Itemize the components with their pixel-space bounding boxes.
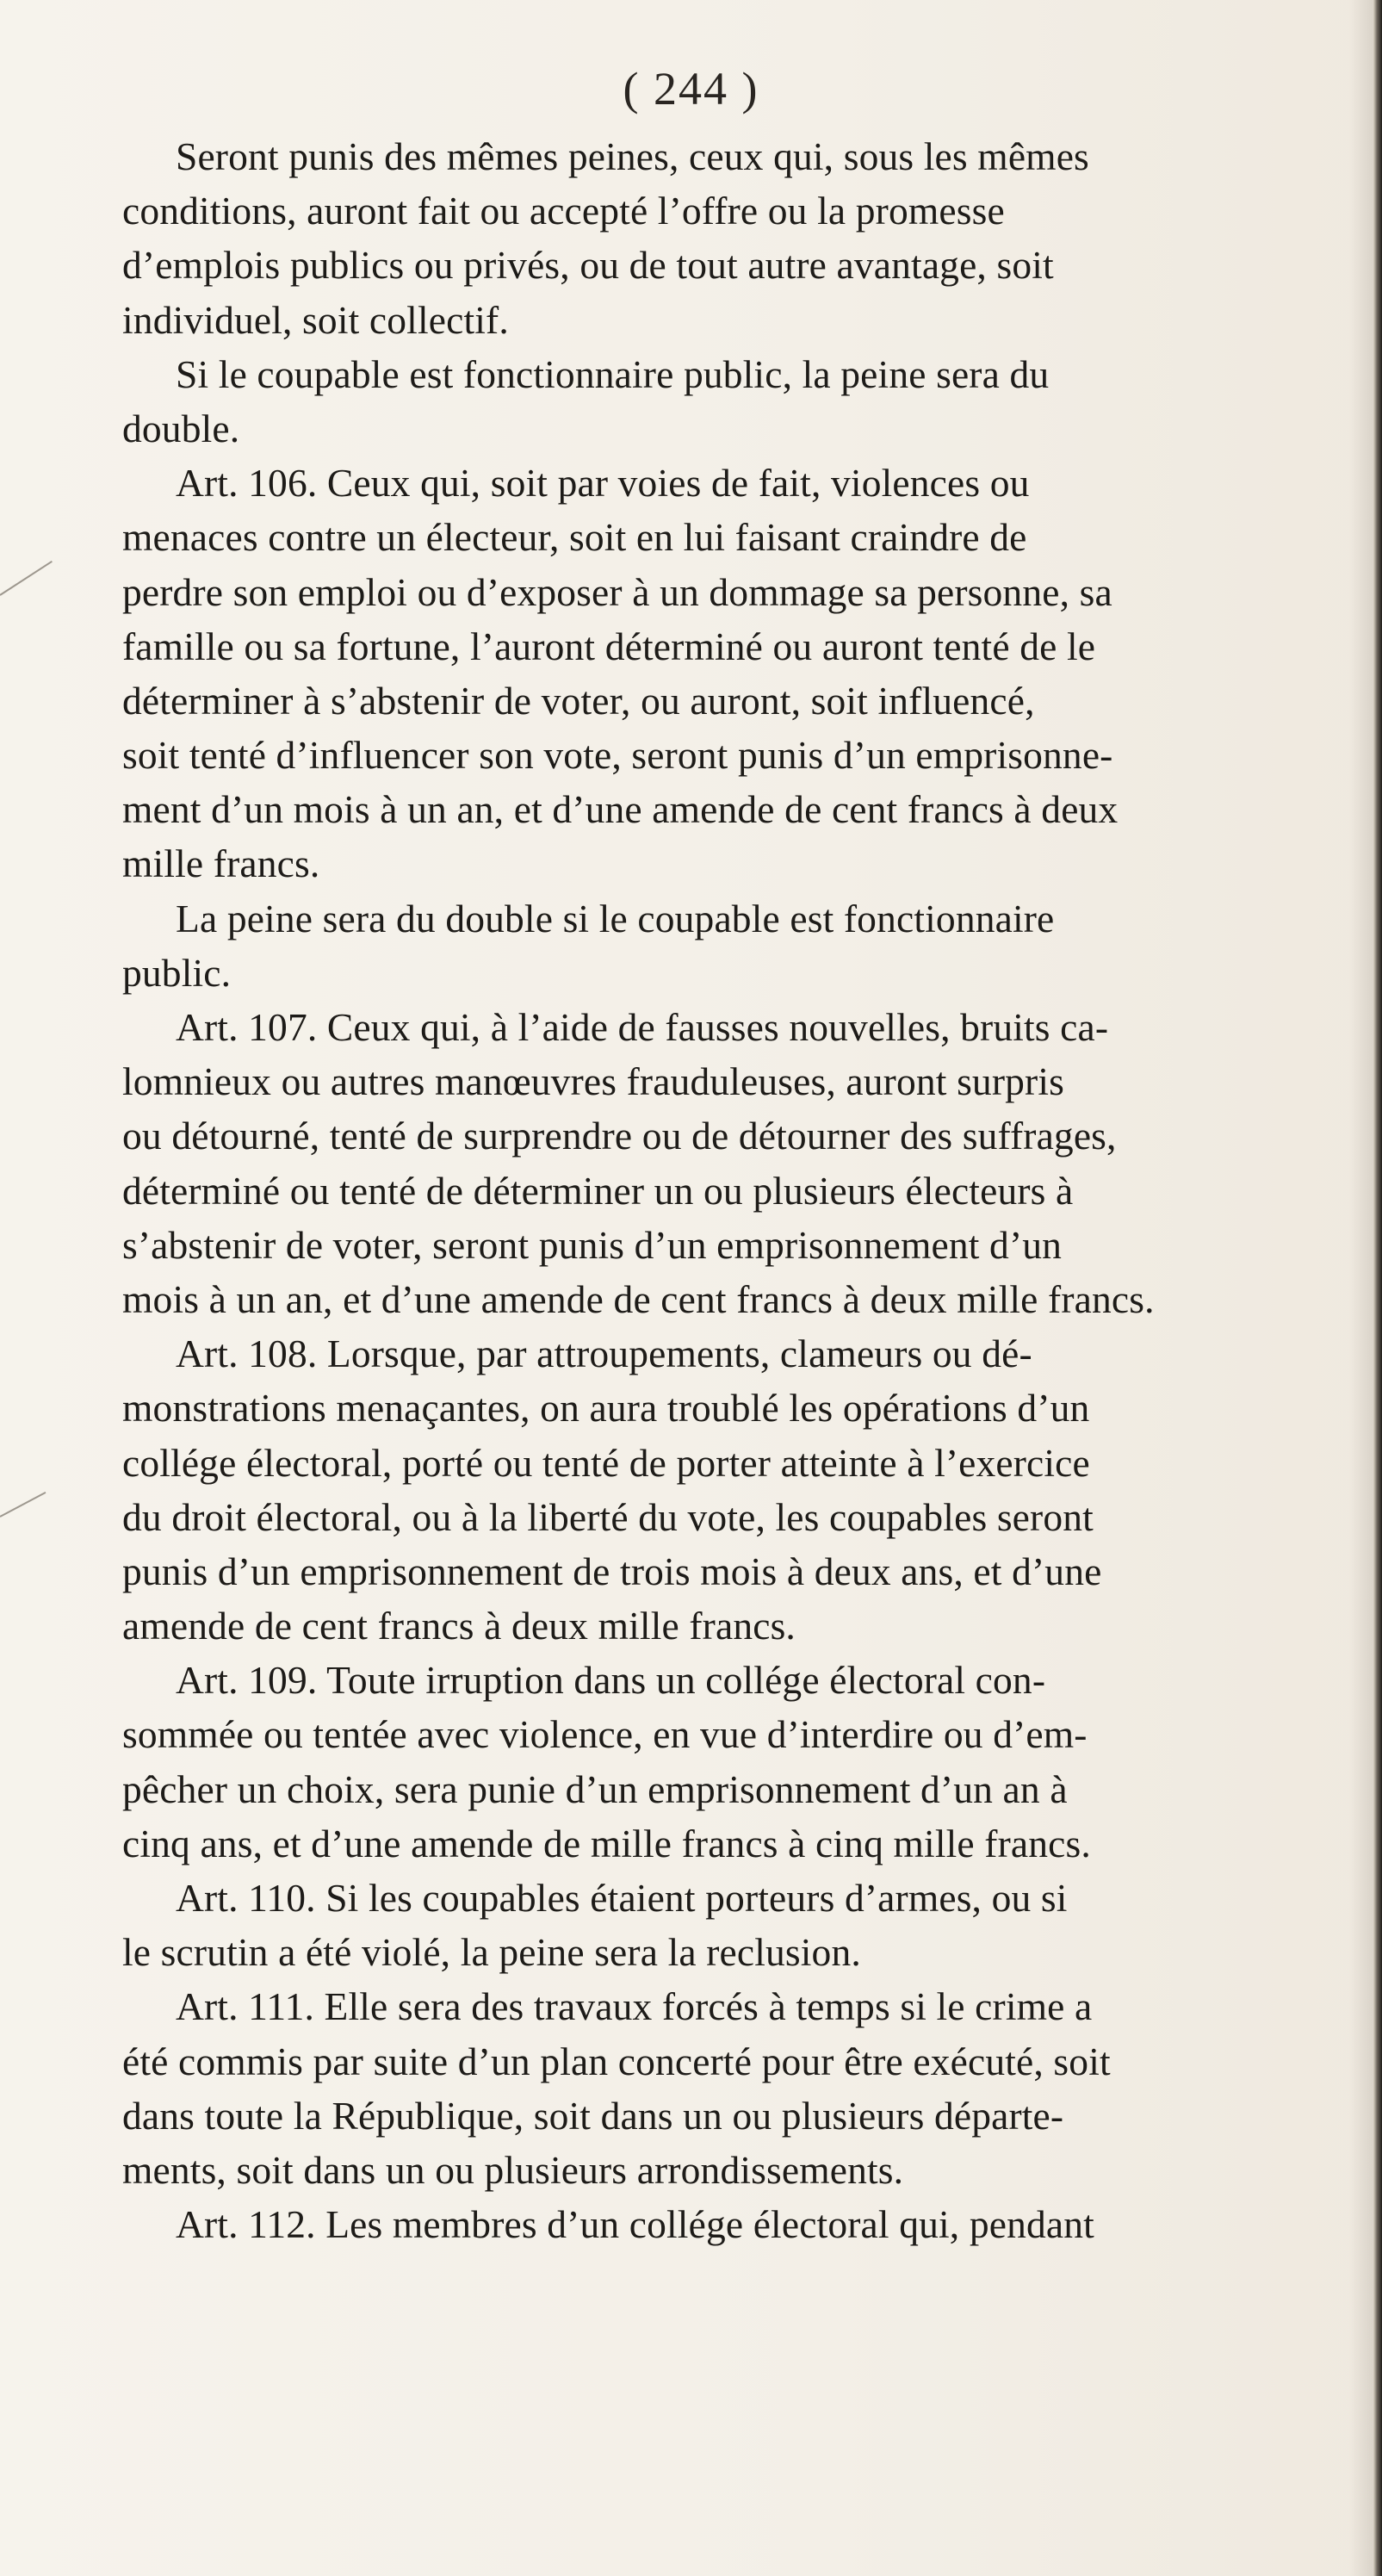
- text-line-content: individuel, soit collectif.: [122, 297, 509, 342]
- text-line: [122, 2197, 1382, 2251]
- text-line: [122, 1381, 1382, 1435]
- text-line-content: Art. 112. Les membres d’un collége électoral qui, pendant: [176, 2202, 1094, 2247]
- text-line: [122, 1816, 1382, 1871]
- text-line-content: mille francs.: [122, 841, 320, 886]
- text-line-content: famille ou sa fortune, l’auront déterminé ou auront tenté de le: [122, 624, 1096, 668]
- text-line: [122, 1707, 1382, 1761]
- text-line-content: Art. 109. Toute irruption dans un collége électoral con-: [176, 1658, 1046, 1703]
- text-line: [122, 347, 1382, 401]
- text-line: [122, 1490, 1382, 1544]
- text-line-content: lomnieux ou autres manœuvres frauduleuses, auront surpris: [122, 1059, 1064, 1104]
- page-number-header: ( 244 ): [623, 63, 759, 115]
- text-line: [122, 891, 1382, 946]
- text-line-content: mois à un an, et d’une amende de cent francs à deux mille francs.: [122, 1276, 1155, 1321]
- text-line-content: été commis par suite d’un plan concerté pour être exécuté, soit: [122, 2039, 1111, 2083]
- text-line: [122, 2089, 1382, 2143]
- text-line-content: soit tenté d’influencer son vote, seront punis d’un emprisonne-: [122, 733, 1113, 778]
- text-line: [122, 1108, 1382, 1163]
- text-line: [122, 673, 1382, 728]
- text-line-content: double.: [122, 406, 240, 450]
- margin-pencil-mark: [0, 561, 53, 596]
- text-line-content: ments, soit dans un ou plusieurs arrondissements.: [122, 2147, 904, 2192]
- text-line: [122, 1326, 1382, 1381]
- text-line: [122, 619, 1382, 673]
- text-line: [122, 1653, 1382, 1707]
- text-line-content: pêcher un choix, sera punie d’un emprisonnement d’un an à: [122, 1766, 1068, 1811]
- text-line-content: Art. 108. Lorsque, par attroupements, clameurs ou dé-: [176, 1331, 1032, 1376]
- text-line-content: Seront punis des mêmes peines, ceux qui, sous les mêmes: [176, 134, 1089, 178]
- text-line-content: sommée ou tentée avec violence, en vue d’interdire ou d’em-: [122, 1712, 1088, 1757]
- text-line: [122, 1871, 1382, 1925]
- text-line: [122, 1762, 1382, 1816]
- text-line-content: amende de cent francs à deux mille francs.: [122, 1604, 796, 1648]
- text-line: [122, 2143, 1382, 2197]
- text-line-content: public.: [122, 950, 232, 995]
- text-line: [122, 293, 1382, 347]
- text-line: [122, 238, 1382, 292]
- text-line: [122, 1218, 1382, 1272]
- text-line: [122, 183, 1382, 238]
- text-line: [122, 456, 1382, 510]
- text-line: [122, 1272, 1382, 1326]
- text-line-content: déterminé ou tenté de déterminer un ou plusieurs électeurs à: [122, 1168, 1074, 1213]
- text-line: [122, 2034, 1382, 2089]
- body-text: [122, 129, 1382, 2251]
- text-line-content: ou détourné, tenté de surprendre ou de détourner des suffrages,: [122, 1114, 1117, 1158]
- text-line: [122, 1000, 1382, 1054]
- text-line-content: monstrations menaçantes, on aura troublé les opérations d’un: [122, 1386, 1090, 1431]
- text-line-content: Art. 110. Si les coupables étaient porteurs d’armes, ou si: [176, 1876, 1068, 1920]
- text-line-content: Si le coupable est fonctionnaire public, la peine sera du: [176, 351, 1050, 396]
- text-line-content: dans toute la République, soit dans un ou plusieurs départe-: [122, 2093, 1064, 2138]
- text-line-content: Art. 107. Ceux qui, à l’aide de fausses nouvelles, bruits ca-: [176, 1005, 1109, 1049]
- text-line-content: cinq ans, et d’une amende de mille francs à cinq mille francs.: [122, 1821, 1091, 1865]
- text-line: [122, 1164, 1382, 1218]
- text-line-content: Art. 106. Ceux qui, soit par voies de fait, violences ou: [176, 461, 1030, 506]
- text-line-content: ment d’un mois à un an, et d’une amende de cent francs à deux: [122, 787, 1119, 832]
- text-line: [122, 129, 1382, 183]
- text-line-content: le scrutin a été violé, la peine sera la reclusion.: [122, 1930, 861, 1975]
- text-line-content: du droit électoral, ou à la liberté du vote, les coupables seront: [122, 1494, 1094, 1539]
- text-line: [122, 1598, 1382, 1653]
- text-line: [122, 1436, 1382, 1490]
- text-line: [122, 510, 1382, 564]
- text-line-content: La peine sera du double si le coupable est fonctionnaire: [176, 896, 1055, 940]
- text-line-content: perdre son emploi ou d’exposer à un dommage sa personne, sa: [122, 569, 1112, 614]
- text-line: [122, 565, 1382, 619]
- text-line-content: déterminer à s’abstenir de voter, ou auront, soit influencé,: [122, 678, 1035, 723]
- text-line: [122, 836, 1382, 891]
- text-line: [122, 1979, 1382, 2033]
- margin-pencil-mark: [0, 1492, 46, 1518]
- text-line: [122, 728, 1382, 782]
- text-line: [122, 1925, 1382, 1979]
- text-line: [122, 946, 1382, 1000]
- text-line: [122, 1544, 1382, 1598]
- text-line: [122, 1054, 1382, 1108]
- text-line: [122, 401, 1382, 456]
- text-line-content: punis d’un emprisonnement de trois mois à deux ans, et d’une: [122, 1549, 1102, 1593]
- text-line-content: menaces contre un électeur, soit en lui faisant craindre de: [122, 515, 1027, 560]
- text-line: [122, 782, 1382, 836]
- text-line-content: conditions, auront fait ou accepté l’offre ou la promesse: [122, 189, 1005, 233]
- text-line-content: collége électoral, porté ou tenté de porter atteinte à l’exercice: [122, 1440, 1090, 1485]
- text-line-content: d’emplois publics ou privés, ou de tout autre avantage, soit: [122, 243, 1054, 288]
- text-line-content: s’abstenir de voter, seront punis d’un emprisonnement d’un: [122, 1222, 1063, 1267]
- text-line-content: Art. 111. Elle sera des travaux forcés à temps si le crime a: [176, 1984, 1093, 2029]
